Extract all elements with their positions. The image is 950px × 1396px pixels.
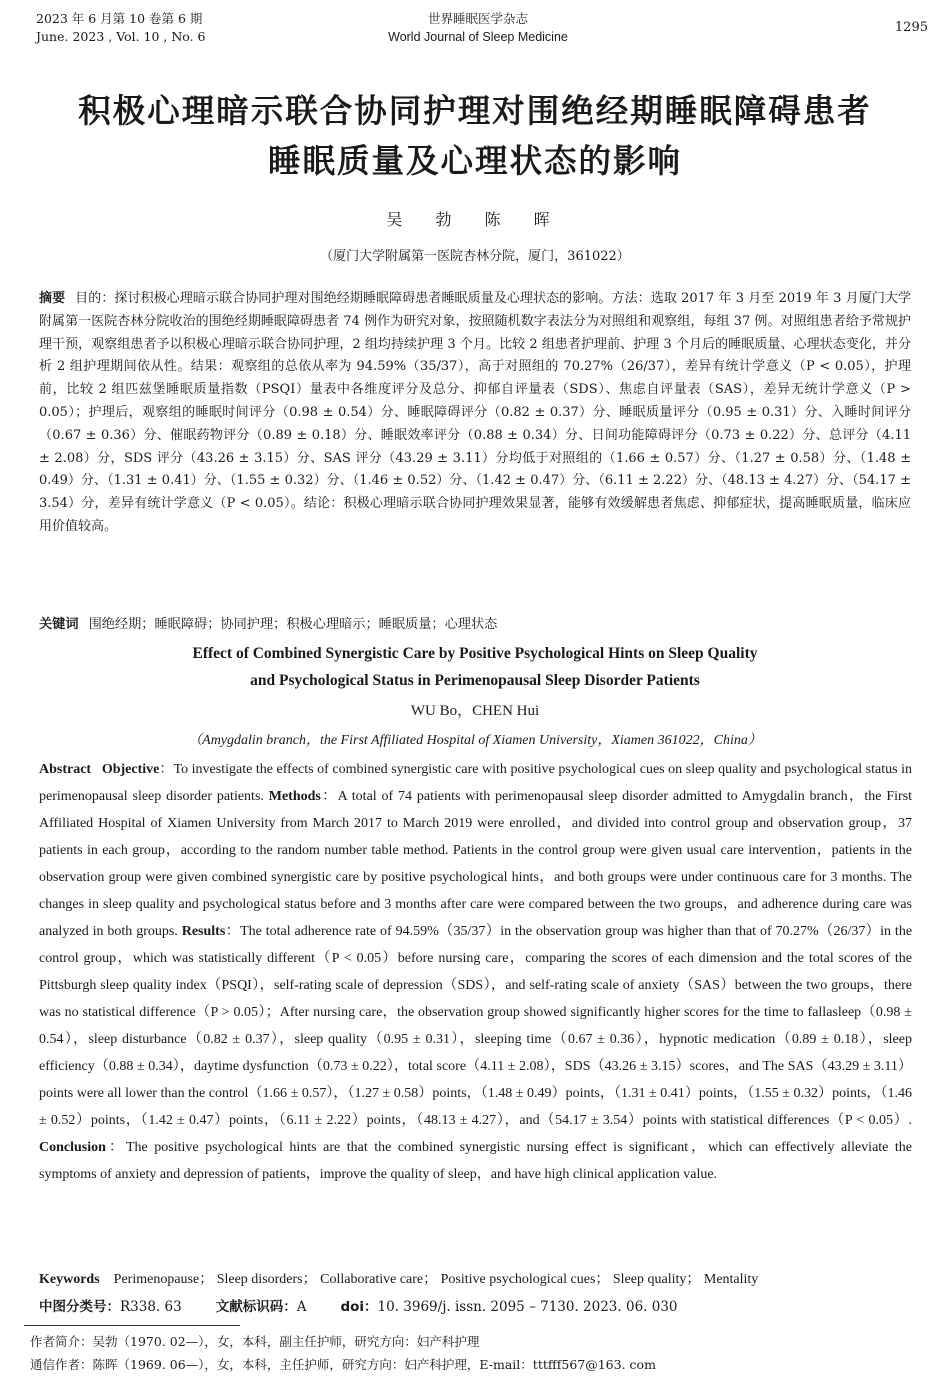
abstract-cn-text: 目的：探讨积极心理暗示联合协同护理对围绝经期睡眠障碍患者睡眠质量及心理状态的影响。方法：选取 2017 年 3 月至 2019 年 3 月厦门大学附属第一医院杏林分院收治的围绝经期睡眠障碍患者 74 例作为研究对象，按照随机数字表法分为对照组和观察组，每组 37 例。对照组患者给予常规护理干预，观察组患者予以积极心理暗示联合协同护理，2 组均持续护理 3 个月。比较 2 组患者护理前、护理 3 个月后的睡眠质量、心理状态变化，并分析 2 组护理期间依从性。结果：观察组的总依从率为 94.59%（35/37），高于对照组的 70.27%（26/37），差异有统计学意义（P < 0.05），护理前，比较 2 组匹兹堡睡眠质量指数（PSQI）量表中各维度评分及总分、抑郁自评量表（SDS）、焦虑自评量表（SAS），差异无统计学意义（P > 0.05）；护理后，观察组的睡眠时间评分（0.98 ± 0.54）分、睡眠障碍评分（0.82 ± 0.37）分、睡眠质量评分（0.95 ± 0.31）分、入睡时间评分（0.67 ± 0.36）分、催眠药物评分（0.89 ± 0.18）分、睡眠效率评分（0.88 ± 0.34）分、日间功能障碍评分（0.73 ± 0.22）分、总评分（4.11 ± 2.08）分，SDS 评分（43.26 ± 3.15）分、SAS 评分（43.29 ± 3.11）分均低于对照组的（1.66 ± 0.57）分、（1.27 ± 0.58）分、（1.48 ± 0.49）分、（1.31 ± 0.41）分、（1.55 ± 0.32）分、（1.46 ± 0.52）分、（1.42 ± 0.47）分、（6.11 ± 2.22）分、（48.13 ± 4.27）分、（54.17 ± 3.54）分，差异有统计学意义（P < 0.05）。结论：积极心理暗示联合协同护理效果显著，能够有效缓解患者焦虑、抑郁症状，提高睡眠质量，临床应用价值较高。 [39, 291, 911, 534]
methods-text: A total of 74 patients with perimenopausal sleep disorder admitted to Amygdalin branch，the First Affiliated Hospital of Xiamen University from March 2017 to March 2019 were enrolled，and divided into control group and observation group，37 patients in each group，according to the random number table method. Patients in the control group were given usual care intervention，patients in the observation group were given combined synergistic care by positive psychological hints，and both groups were under continuous care for 3 months. The changes in sleep quality and psychological status before and 3 months after care were compared between the two groups，and adherence during care was analyzed in both groups. [39, 789, 912, 939]
doi-label: doi： [340, 1299, 378, 1315]
objective-label: Objective [101, 762, 160, 777]
header-journal [300, 10, 656, 46]
conclusion-label: Conclusion [39, 1140, 106, 1155]
header-issue [36, 10, 206, 46]
doi-value: 10. 3969/j. issn. 2095 – 7130. 2023. 06. 030 [377, 1299, 678, 1315]
doc-code-value: A [296, 1299, 307, 1315]
keywords-cn [39, 614, 919, 636]
title-line-2: 睡眠质量及心理状态的影响 [267, 142, 682, 180]
clc-value: R338. 63 [120, 1299, 182, 1315]
title-line-1: 积极心理暗示联合协同护理对围绝经期睡眠障碍患者 [78, 92, 872, 130]
header-journal-en: World Journal of Sleep Medicine [388, 30, 568, 44]
affiliation-cn: （厦门大学附属第一医院杏林分院，厦门，361022） [320, 249, 630, 264]
page-title [0, 86, 950, 186]
methods-label: Methods [268, 789, 321, 804]
results-label: Results [181, 924, 226, 939]
footnote-divider [24, 1325, 240, 1326]
clc-label: 中图分类号： [39, 1299, 120, 1315]
footnote-author-bio: 作者简介：吴勃（1970. 02—），女，本科，副主任护师，研究方向：妇产科护理 [30, 1334, 480, 1349]
header-issue-en: June. 2023 , Vol. 10 , No. 6 [36, 29, 206, 44]
title-en [0, 640, 950, 694]
abstract-en-label: Abstract [39, 762, 92, 777]
keywords-en-text: Perimenopause； Sleep disorders； Collaborative care； Positive psychological cues； Sleep quality； Mentality [113, 1272, 759, 1287]
title-en-line-1: Effect of Combined Synergistic Care by Positive Psychological Hints on Sleep Quality [192, 645, 758, 662]
abstract-cn-label: 摘要 [39, 291, 66, 306]
footnote-corresponding: 通信作者：陈晖（1969. 06—），女，本科，主任护师，研究方向：妇产科护理，E-mail：tttfff567@163. com [30, 1357, 656, 1372]
results-text: The total adherence rate of 94.59%（35/37）in the observation group was higher than that of 70.27%（26/37）in the control group，which was statistically different（P < 0.05）before nursing care，comparing the scores of each dimension and the total scores of the Pittsburgh sleep quality index（PSQI），self-rating scale of depression（SDS），and self-rating scale of anxiety（SAS）between the two groups，there was no statistical difference（P > 0.05）；After nursing care，the observation group showed significantly higher scores for the time to fallasleep（0.98 ± 0.54），sleep disturbance（0.82 ± 0.37），sleep quality（0.95 ± 0.31），sleeping time（0.67 ± 0.36），hypnotic medication（0.89 ± 0.18），sleep efficiency（0.88 ± 0.34），daytime dysfunction（0.73 ± 0.22），total score（4.11 ± 2.08），SDS（43.26 ± 3.15）scores，and The SAS（43.29 ± 3.11）points were all lower than the control（1.66 ± 0.57），（1.27 ± 0.58）points，（1.48 ± 0.49）points，（1.31 ± 0.41）points，（1.55 ± 0.32）points，（1.46 ± 0.52）points，（1.42 ± 0.47）points，（6.11 ± 2.22）points，（48.13 ± 4.27），and（54.17 ± 3.54）points with statistical differences（P < 0.05）. [39, 924, 913, 1128]
header-issue-cn: 2023 年 6 月第 10 卷第 6 期 [36, 11, 203, 26]
title-en-line-2: and Psychological Status in Perimenopausal Sleep Disorder Patients [250, 672, 700, 689]
doc-code-label: 文献标识码： [215, 1299, 297, 1315]
authors-en: WU Bo，CHEN Hui [410, 703, 540, 719]
authors-cn: 吴 勃 陈 晖 [386, 210, 564, 229]
header-journal-cn: 世界睡眠医学杂志 [427, 11, 528, 26]
affiliation-en: （Amygdalin branch，the First Affiliated Hospital of Xiamen University，Xiamen 361022，China） [188, 733, 762, 748]
keywords-cn-label: 关键词 [39, 617, 79, 632]
keywords-en-label: Keywords [39, 1272, 100, 1287]
abstract-cn [39, 288, 911, 539]
keywords-en [39, 1268, 919, 1292]
conclusion-text: The positive psychological hints are that the combined synergistic nursing effect is significant，which can effectively alleviate the symptoms of anxiety and depression of patients，improve the quality of sleep，and have high clinical application value. [39, 1140, 913, 1182]
abstract-en: Abstract Objective：To investigate the effects of combined synergistic care with positive psychological cues on sleep quality and psychological status in perimenopausal sleep disorder patients. Methods：A total of 74 patients with perimenopausal sleep disorder admitted to Amygdalin branch，the First Affiliated Hospital of Xiamen University from March 2017 to March 2019 were enrolled，and divided into control group and observation group，37 patients in each group，according to the random number table method. Patients in the control group were given usual care intervention，patients in the observation group were given combined synergistic care by positive psychological hints，and both groups were under continuous care for 3 months. The changes in sleep quality and psychological status before and 3 months after care were compared between the two groups，and adherence during care was analyzed in both groups. Results：The total adherence rate of 94.59%（35/37）in the observation group was higher than that of 70.27%（26/37）in the control group，which was statistically different（P < 0.05）before nursing care，comparing the scores of each dimension and the total scores of the Pittsburgh sleep quality index（PSQI），self-rating scale of depression（SDS），and self-rating scale of anxiety（SAS）between the two groups，there was no statistical difference（P > 0.05）；After nursing care，the observation group showed significantly higher scores for the time to fallasleep（0.98 ± 0.54），sleep disturbance（0.82 ± 0.37），sleep quality（0.95 ± 0.31），sleeping time（0.67 ± 0.36），hypnotic medication（0.89 ± 0.18），sleep efficiency（0.88 ± 0.34），daytime dysfunction（0.73 ± 0.22），total score（4.11 ± 2.08），SDS（43.26 ± 3.15）scores，and The SAS（43.29 ± 3.11）points were all lower than the control（1.66 ± 0.57），（1.27 ± 0.58）points，（1.48 ± 0.49）points，（1.31 ± 0.41）points，（1.55 ± 0.32）points，（1.46 ± 0.52）points，（1.42 ± 0.47）points，（6.11 ± 2.22）points，（48.13 ± 4.27），and（54.17 ± 3.54）points with statistical differences（P < 0.05）. Conclusion：The positive psychological hints are that the combined synergistic nursing effect is significant，which can effectively alleviate the symptoms of anxiety and depression of patients，improve the quality of sleep，and have high clinical application value. [39, 762, 913, 1182]
keywords-cn-text: 围绝经期；睡眠障碍；协同护理；积极心理暗示；睡眠质量；心理状态 [88, 617, 498, 632]
page-number: 1295 [894, 20, 928, 35]
classification-line [39, 1296, 919, 1318]
objective-text: To investigate the effects of combined synergistic care with positive psychological cues on sleep quality and psychological status in perimenopausal sleep disorder patients. [39, 762, 913, 804]
